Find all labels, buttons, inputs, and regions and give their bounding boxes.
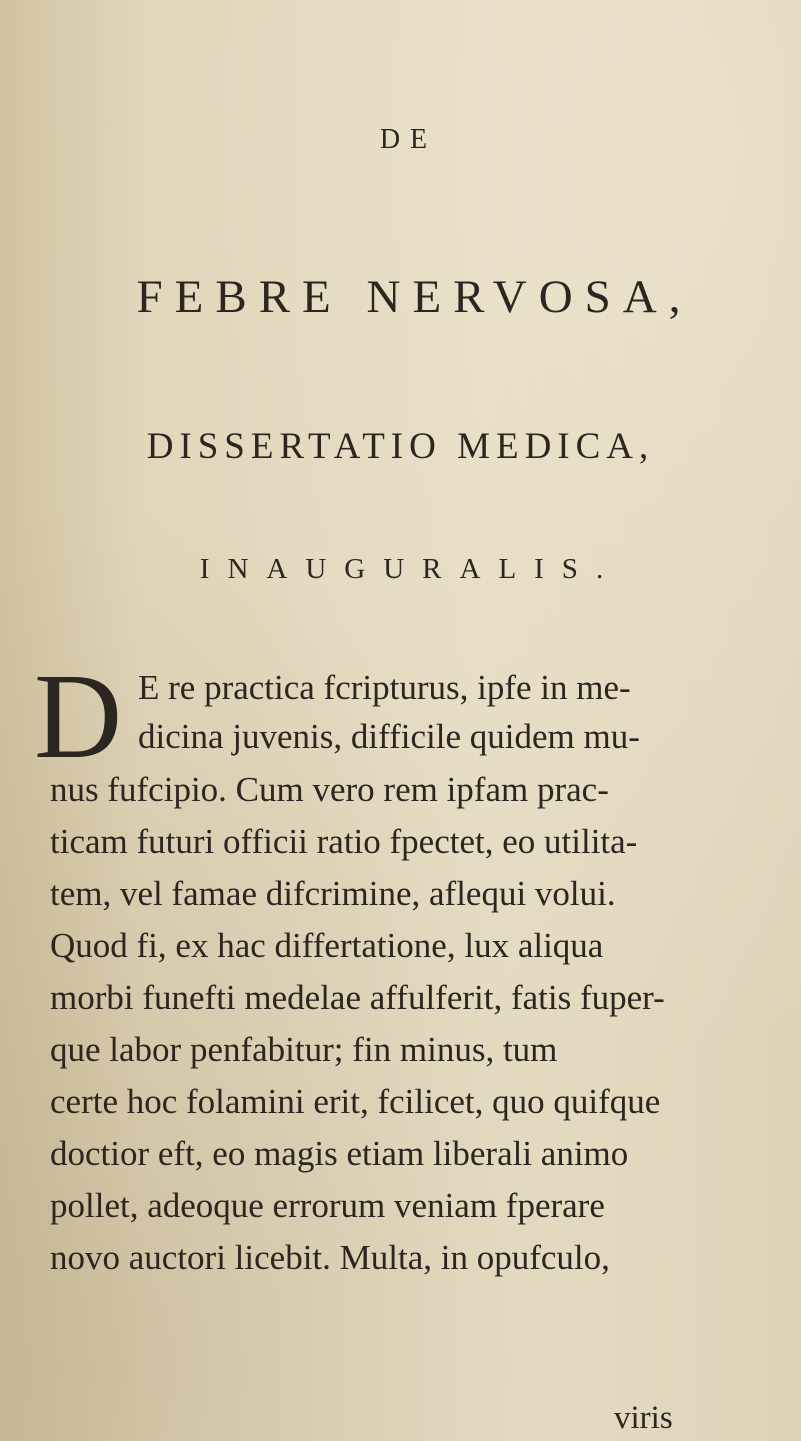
title-de: DE [379,124,438,155]
subtitle-inauguralis: INAUGURALIS. [199,553,622,585]
body-line-8: que labor penfabitur; fin minus, tum [50,1030,558,1069]
body-line-11: pollet, adeoque errorum veniam fperare [50,1186,605,1225]
catchword: viris [614,1400,673,1436]
body-line-7: morbi funefti medelae affulferit, fatis fuper- [50,978,665,1017]
body-line-3: nus fufcipio. Cum vero rem ipfam prac- [50,770,609,809]
body-line-6: Quod fi, ex hac differtatione, lux aliqua [50,926,604,965]
drop-cap: D [34,649,123,784]
title-febre-nervosa: FEBRE NERVOSA, [136,271,693,323]
body-line-1: E re practica fcripturus, ipfe in me- [138,668,631,707]
body-line-10: doctior eft, eo magis etiam liberali animo [50,1134,629,1173]
body-line-4: ticam futuri officii ratio fpectet, eo utilita- [50,822,638,861]
body-line-12: novo auctori licebit. Multa, in opufculo, [50,1238,610,1277]
body-line-5: tem, vel famae difcrimine, aflequi volui. [50,874,616,913]
body-line-9: certe hoc folamini erit, fcilicet, quo quifque [50,1082,661,1121]
body-line-2: dicina juvenis, difficile quidem mu- [138,717,640,756]
subtitle-dissertatio-medica: DISSERTATIO MEDICA, [146,426,655,467]
